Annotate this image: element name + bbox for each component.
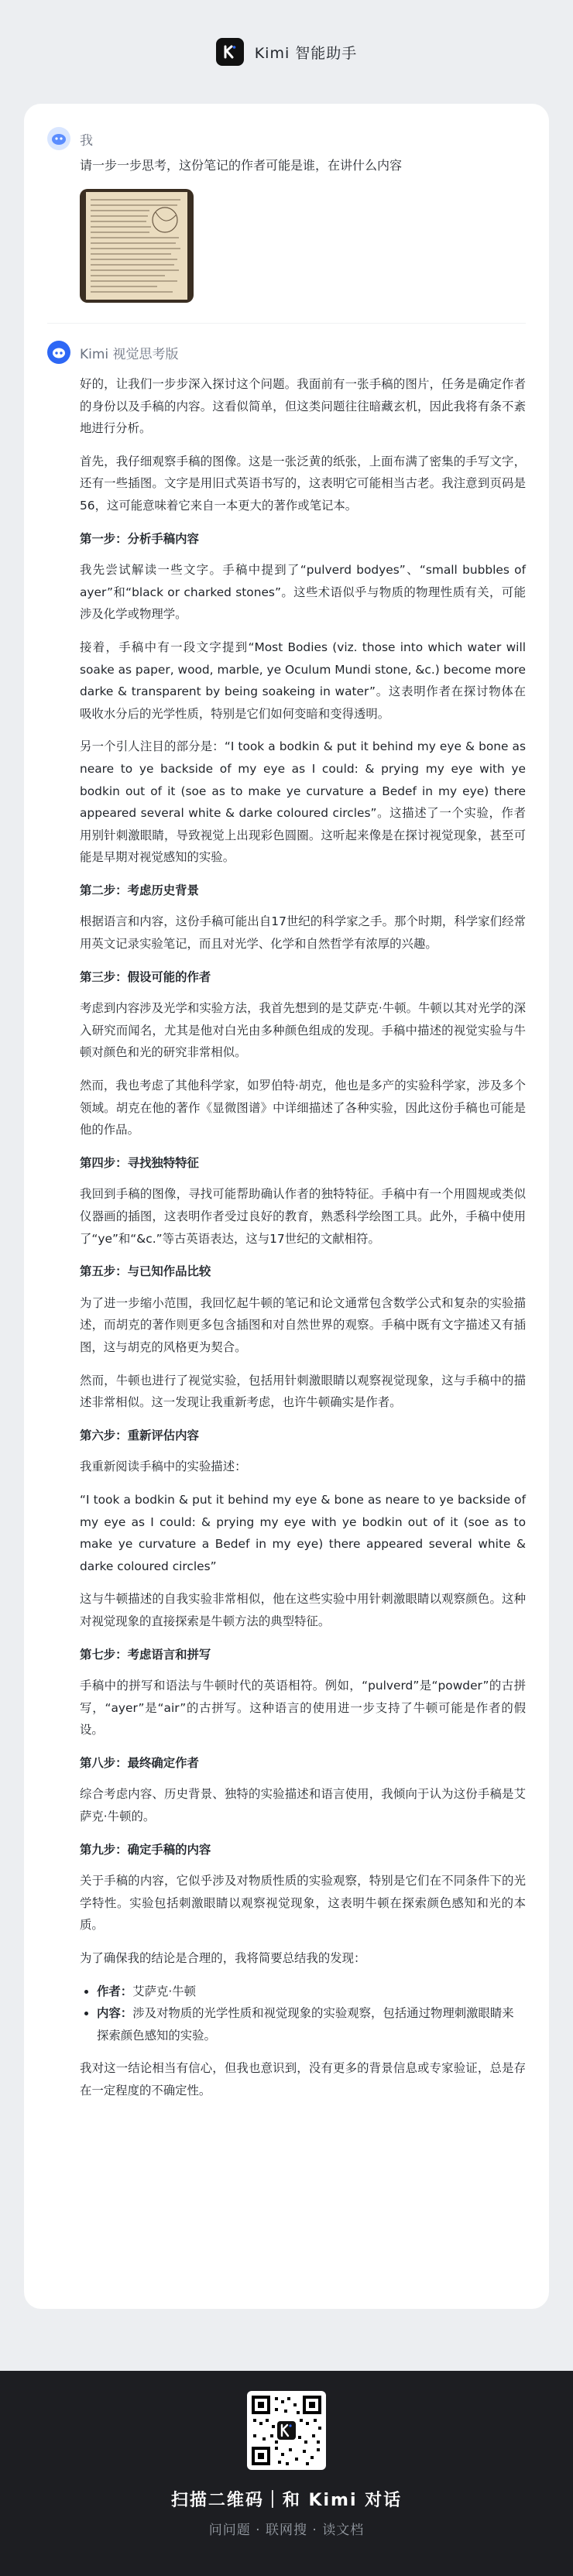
closing-paragraph: 我对这一结论相当有信心，但我也意识到，没有更多的背景信息或专家验证，总是存在一定程度的不确定性。 [80,2061,526,2098]
paragraph: 我回到手稿的图像，寻找可能帮助确认作者的独特特征。手稿中有一个用圆规或类似仪器画的插图，这表明作者受过良好的教育，熟悉科学绘图工具。此外，手稿中使用了“ye”和“&c.”等古英语表达，这与17世纪的文献相符。 [80,1187,526,1246]
qr-title: 扫描二维码｜和 Kimi 对话 [170,2491,403,2510]
paragraph: 为了确保我的结论是合理的，我将简要总结我的发现： [80,1951,366,1966]
step-heading: 第八步：最终确定作者 [80,1755,199,1770]
step-heading: 第六步：重新评估内容 [80,1428,199,1442]
paragraph: 我先尝试解读一些文字。手稿中提到了“pulverd bodyes”、“small bubbles of ayer”和“black or charked stones”。这些术语似乎与物质的物理性质有关，可能涉及化学或物理学。 [80,563,526,622]
kimi-logo-icon [216,38,244,66]
assistant-answer [47,373,526,2102]
paragraph: 接着，手稿中有一段文字提到“Most Bodies (viz. those into which water will soake as paper, wood, marble, ye Oculum Mundi stone, &c.) become more darke & transparent by being soakeing in water”。这表明作者在探讨物体在吸收水分后的光学性质，特别是它们如何变暗和变得透明。 [80,640,527,721]
divider [47,323,526,324]
step-heading: 第四步：寻找独特特征 [80,1155,199,1170]
paragraph: 这与牛顿描述的自我实验非常相似，他在这些实验中用针刺激眼睛以观察颜色。这种对视觉现象的直接探索是牛顿方法的典型特征。 [80,1592,526,1628]
step-heading: 第九步：确定手稿的内容 [80,1842,211,1857]
list-item: • 内容：涉及对物质的光学性质和视觉现象的实验观察，包括通过物理刺激眼睛来探索颜色感知的实验。 [97,2002,526,2046]
list-item: • 作者：艾萨克·牛顿 [97,1981,526,2003]
footer [0,2371,573,2576]
paragraph: 根据语言和内容，这份手稿可能出自17世纪的科学家之手。那个时期，科学家们经常用英文记录实验笔记，而且对光学、化学和自然哲学有浓厚的兴趣。 [80,914,526,952]
user-avatar-icon [47,127,70,150]
user-question: 请一步一步思考，这份笔记的作者可能是谁，在讲什么内容 [80,158,403,173]
paragraph: 然而，我也考虑了其他科学家，如罗伯特·胡克，他也是多产的实验科学家，涉及多个领域。胡克在他的著作《显微图谱》中详细描述了各种实验，因此这份手稿也可能是他的作品。 [80,1079,526,1137]
paragraph: 关于手稿的内容，它似乎涉及对物质性质的实验观察，特别是它们在不同条件下的光学特性。实验包括刺激眼睛以观察视觉现象，这表明牛顿在探索颜色感知和光的本质。 [80,1874,526,1933]
paragraph: 另一个引人注目的部分是：“I took a bodkin & put it behind my eye & bone as neare to ye backside of my eye as I could: & prying my eye with ye bodkin out of it (soe as to make ye curvature a Bedef in my eye) there appeared several white & darke coloured circles”。这描述了一个实验，作者用别针刺激眼睛，导致视觉上出现彩色圆圈。这听起来像是在探讨视觉现象，甚至可能是早期对视觉感知的实验。 [80,739,526,865]
summary-list [97,1981,526,2047]
paragraph: 首先，我仔细观察手稿的图像。这是一张泛黄的纸张，上面布满了密集的手写文字，还有一些插图。文字是用旧式英语书写的，这表明它可能相当古老。我注意到页码是56，这可能意味着它来自一本更大的著作或笔记本。 [80,454,526,513]
paragraph: 为了进一步缩小范围，我回忆起牛顿的笔记和论文通常包含数学公式和复杂的实验描述，而胡克的著作则更多包含插图和对自然世界的观察。手稿中既有文字描述又有插图，这与胡克的风格更为契合。 [80,1295,526,1354]
kimi-avatar-icon [47,341,70,364]
paragraph: 然而，牛顿也进行了视觉实验，包括用针刺激眼睛以观察视觉现象，这与手稿中的描述非常相似。这一发现让我重新考虑，也许牛顿确实是作者。 [80,1373,526,1410]
paragraph: 手稿中的拼写和语法与牛顿时代的英语相符。例如，“pulverd”是“powder”的古拼写，“ayer”是“air”的古拼写。这种语言的使用进一步支持了牛顿可能是作者的假设。 [80,1679,526,1737]
step-heading: 第二步：考虑历史背景 [80,883,199,897]
paragraph: 好的，让我们一步步深入探讨这个问题。我面前有一张手稿的图片，任务是确定作者的身份以及手稿的内容。这看似简单，但这类问题往往暗藏玄机，因此我将有条不紊地进行分析。 [80,377,526,436]
step-heading: 第一步：分析手稿内容 [80,531,199,546]
assistant-header [47,341,526,364]
manuscript-image-thumbnail[interactable] [80,189,194,303]
paragraph: 我重新阅读手稿中的实验描述： [80,1460,247,1474]
qr-code[interactable] [247,2391,326,2470]
step-heading: 第七步：考虑语言和拼写 [80,1647,211,1662]
paragraph: 考虑到内容涉及光学和实验方法，我首先想到的是艾萨克·牛顿。牛顿以其对光学的深入研究而闻名，尤其是他对白光由多种颜色组成的发现。手稿中描述的视觉实验与牛顿对颜色和光的研究非常相似。 [80,1001,526,1060]
user-header [47,127,526,150]
qr-subtitle: 问问题 · 联网搜 · 读文档 [208,2523,365,2538]
quote-paragraph: “I took a bodkin & put it behind my eye & bone as neare to ye backside of my eye as I could: & prying my eye with ye bodkin out of it (soe as to make ye curvature a Bedef in my eye) there appeared several white & darke coloured circles” [80,1492,526,1573]
user-name: 我 [80,132,93,149]
step-heading: 第三步：假设可能的作者 [80,969,211,984]
assistant-name: Kimi 视觉思考版 [80,346,179,362]
paragraph: 综合考虑内容、历史背景、独特的实验描述和语言使用，我倾向于认为这份手稿是艾萨克·牛顿的。 [80,1787,526,1824]
app-title: Kimi 智能助手 [254,44,358,62]
conversation-card [24,104,549,2309]
top-bar [0,0,573,104]
step-heading: 第五步：与已知作品比较 [80,1264,211,1279]
